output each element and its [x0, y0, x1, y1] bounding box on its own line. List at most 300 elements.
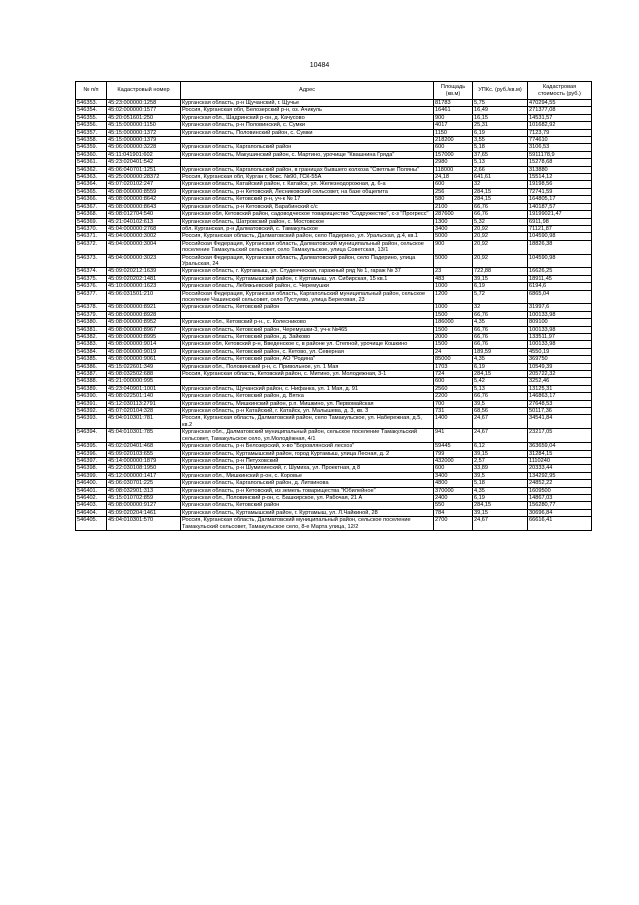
- header-cadastral-cost: Кадастровая стоимость (руб.): [528, 82, 592, 100]
- cell-cadastral-cost: 19199021,47: [528, 211, 592, 218]
- cell-cadastral-number: 45:02:000000:1577: [107, 107, 181, 114]
- cell-area: 2000: [434, 334, 473, 341]
- cell-address: Курганская область, Кетовский район, д. Зайково: [181, 334, 434, 341]
- table-row: [76, 429, 592, 443]
- cell-address: Курганская область, р-н Шумихинский, г. Шумиха, ул. Проектная, д 8: [181, 465, 434, 472]
- cell-area: 85000: [434, 356, 473, 363]
- cell-cadastral-number: 45:23:040901:1001: [107, 385, 181, 392]
- cell-address: Россия, Курганская область, Далматовский район, село Падерино, ул. Уральская, д.4, кв.1: [181, 233, 434, 240]
- cell-cadastral-cost: 34541,84: [528, 415, 592, 429]
- cell-cadastral-number: 45:25:000000:28372: [107, 174, 181, 181]
- table-row: [76, 443, 592, 450]
- table-row: [76, 378, 592, 385]
- cell-upks: 16,49: [473, 107, 528, 114]
- cell-area: 1500: [434, 311, 473, 318]
- cell-upks: 20,92: [473, 240, 528, 254]
- cell-upks: 20,92: [473, 254, 528, 268]
- cell-cadastral-number: 45:06:040701:1251: [107, 166, 181, 173]
- cell-cadastral-cost: 133511,97: [528, 334, 592, 341]
- cell-area: 483: [434, 275, 473, 282]
- cell-cadastral-cost: 1110240: [528, 457, 592, 464]
- cell-cadastral-number: 45:04:010301:781: [107, 415, 181, 429]
- cell-num: 546380.: [76, 319, 107, 326]
- cell-cadastral-number: 45:14:000000:1879: [107, 457, 181, 464]
- cell-cadastral-number: 45:12:030113:2791: [107, 400, 181, 407]
- cell-cadastral-number: 45:07:020102:247: [107, 181, 181, 188]
- table-row: [76, 107, 592, 114]
- table-row: [76, 240, 592, 254]
- cell-address: Курганская область, г. Куртамыш, ул. Студенческая, гаражный ряд № 1, гараж № 37: [181, 268, 434, 275]
- table-row: [76, 465, 592, 472]
- cell-area: 580: [434, 196, 473, 203]
- cell-area: 157000: [434, 151, 473, 158]
- cell-area: 256: [434, 188, 473, 195]
- table-row: [76, 122, 592, 129]
- cell-cadastral-number: 45:08:000000:8643: [107, 203, 181, 210]
- cell-cadastral-number: 45:15:000000:1379: [107, 137, 181, 144]
- cell-num: 546370.: [76, 225, 107, 232]
- cell-area: 1200: [434, 290, 473, 304]
- cell-address: Россия, Курганская область, Кетовский район, с. Митино, ул. Молодежная, 3-1: [181, 371, 434, 378]
- cell-cadastral-number: 45:08:000000:8559: [107, 188, 181, 195]
- table-row: [76, 517, 592, 531]
- table-row: [76, 211, 592, 218]
- cell-cadastral-number: 45:08:000000:8928: [107, 311, 181, 318]
- cell-num: 546394.: [76, 429, 107, 443]
- cell-cadastral-number: 45:08:022501:140: [107, 393, 181, 400]
- cell-cadastral-number: 45:23:000000:1258: [107, 100, 181, 107]
- cell-address: Российская Федерация, Курганская область, Далматовский район, село Падерино, улица Уральская, 24: [181, 254, 434, 268]
- cell-num: 546372.: [76, 240, 107, 254]
- table-row: [76, 283, 592, 290]
- cell-num: 546373.: [76, 254, 107, 268]
- cell-cadastral-number: 45:08:000000:8967: [107, 326, 181, 333]
- table-row: [76, 334, 592, 341]
- table-row: [76, 114, 592, 121]
- cell-num: 546385.: [76, 356, 107, 363]
- cell-cadastral-cost: 271377,08: [528, 107, 592, 114]
- cell-cadastral-number: 45:09:020202:1481: [107, 275, 181, 282]
- cell-cadastral-cost: 5911178,9: [528, 151, 592, 158]
- cell-cadastral-cost: 134292,95: [528, 472, 592, 479]
- cell-num: 546399.: [76, 472, 107, 479]
- cell-cadastral-number: 45:04:000000:3002: [107, 233, 181, 240]
- cell-upks: 2,66: [473, 166, 528, 173]
- cell-upks: 39,15: [473, 509, 528, 516]
- table-row: [76, 393, 592, 400]
- cell-cadastral-cost: 30696,84: [528, 509, 592, 516]
- cell-address: Курганская область, Щучанский район, с. Нифанка, ул. 1 Мая, д. 91: [181, 385, 434, 392]
- cell-address: Курганская область, Кетовский р-н, уч-к № 17: [181, 196, 434, 203]
- cell-cadastral-number: 45:04:000000:3004: [107, 240, 181, 254]
- table-row: [76, 166, 592, 173]
- cell-address: обл. Курганская, р-н Далматовский, с. Тамакульское: [181, 225, 434, 232]
- cell-cadastral-cost: 13125,31: [528, 385, 592, 392]
- cell-area: 81783: [434, 100, 473, 107]
- cell-upks: 66,76: [473, 211, 528, 218]
- cell-cadastral-number: 45:23:020401:542: [107, 159, 181, 166]
- table-row: [76, 254, 592, 268]
- cell-area: 1400: [434, 415, 473, 429]
- cell-upks: 32: [473, 304, 528, 311]
- cell-cadastral-cost: 156280,77: [528, 502, 592, 509]
- cell-num: 546378.: [76, 304, 107, 311]
- cell-num: 546405.: [76, 517, 107, 531]
- cell-upks: 37,65: [473, 151, 528, 158]
- table-row: [76, 480, 592, 487]
- cell-cadastral-cost: 72741,59: [528, 188, 592, 195]
- cell-cadastral-number: 45:09:020103:655: [107, 450, 181, 457]
- cell-upks: 3,55: [473, 137, 528, 144]
- cell-area: 600: [434, 144, 473, 151]
- cell-upks: 68,56: [473, 408, 528, 415]
- table-row: [76, 268, 592, 275]
- cell-area: 59445: [434, 443, 473, 450]
- cell-address: Курганская область, Лебяжьевский район, с. Черемушки: [181, 283, 434, 290]
- cell-num: 546393.: [76, 415, 107, 429]
- cell-cadastral-cost: 104590,98: [528, 254, 592, 268]
- cell-upks: 284,15: [473, 188, 528, 195]
- cell-upks: 5,72: [473, 290, 528, 304]
- cell-address: Курганская область, Макушинский район, с. Мартино, урочище "Квашнина Гряда": [181, 151, 434, 158]
- cell-upks: 66,76: [473, 326, 528, 333]
- cell-upks: 39,15: [473, 275, 528, 282]
- cell-cadastral-cost: 313880: [528, 166, 592, 173]
- cell-cadastral-number: 45:08:032502:688: [107, 371, 181, 378]
- cell-num: 546386.: [76, 363, 107, 370]
- cell-address: Курганская область, Каргапольский район, д. Литвинова: [181, 480, 434, 487]
- cell-cadastral-number: 45:08:032901:313: [107, 487, 181, 494]
- table-row: [76, 494, 592, 501]
- table-row: [76, 218, 592, 225]
- cell-upks: 66,76: [473, 311, 528, 318]
- cell-cadastral-cost: 18826,38: [528, 240, 592, 254]
- cell-cadastral-number: 45:02:020401:468: [107, 443, 181, 450]
- cell-area: 16461: [434, 107, 473, 114]
- cell-cadastral-cost: 101682,92: [528, 122, 592, 129]
- cell-area: 24: [434, 348, 473, 355]
- cell-area: 432000: [434, 457, 473, 464]
- table-row: [76, 319, 592, 326]
- cell-address: Курганская область, р-н Кетовский, из земель товарищества "Юбилейное": [181, 487, 434, 494]
- cell-area: 1300: [434, 218, 473, 225]
- table-row: [76, 225, 592, 232]
- cell-upks: 20,92: [473, 225, 528, 232]
- cell-num: 546381.: [76, 326, 107, 333]
- table-row: [76, 487, 592, 494]
- cell-cadastral-number: 45:09:020204:1461: [107, 509, 181, 516]
- cell-area: 1150: [434, 129, 473, 136]
- cell-cadastral-number: 45:21:040102:613: [107, 218, 181, 225]
- cell-cadastral-cost: 7123,79: [528, 129, 592, 136]
- cell-upks: 5,42: [473, 378, 528, 385]
- cell-num: 546360.: [76, 151, 107, 158]
- cell-cadastral-cost: 10549,39: [528, 363, 592, 370]
- cell-num: 546397.: [76, 457, 107, 464]
- table-body: [76, 100, 592, 531]
- table-row: [76, 188, 592, 195]
- cell-cadastral-number: 45:15:022601:349: [107, 363, 181, 370]
- table-row: [76, 137, 592, 144]
- cell-area: 218200: [434, 137, 473, 144]
- cell-address: Российская Федерация, Курганская область, Каргапольский муниципальный район, сельское поселение Чашинский сельсовет, село Пустуево, улица Береговая, 23: [181, 290, 434, 304]
- cell-upks: 4,35: [473, 487, 528, 494]
- table-row: [76, 502, 592, 509]
- table-row: [76, 159, 592, 166]
- cell-upks: 722,88: [473, 268, 528, 275]
- cell-cadastral-number: 45:04:000000:2768: [107, 225, 181, 232]
- cell-address: Курганская область, Кетовский район: [181, 304, 434, 311]
- cell-address: Курганская область, Кетовский район, д. Вятка: [181, 393, 434, 400]
- cell-cadastral-number: 45:06:031501:210: [107, 290, 181, 304]
- cell-address: Курганская область, Куртамышский район, г. Куртамыш, ул. Сибирская, 15 кв.1: [181, 275, 434, 282]
- cell-address: Курганская область, р-н Кетовский, Барабинский с/с: [181, 203, 434, 210]
- cell-cadastral-number: 45:08:000000:8642: [107, 196, 181, 203]
- cell-cadastral-number: 45:11:041901:602: [107, 151, 181, 158]
- cell-address: Россия, Курганская обл, Курган г, бокс. №90, ГСК-55А: [181, 174, 434, 181]
- cell-cadastral-cost: 104590,98: [528, 233, 592, 240]
- cell-upks: 6,19: [473, 129, 528, 136]
- table-row: [76, 196, 592, 203]
- cell-cadastral-number: 45:08:000000:9019: [107, 348, 181, 355]
- cell-address: [181, 159, 434, 166]
- header-cadastral-number: Кадастровый номер: [107, 82, 181, 100]
- table-row: [76, 174, 592, 181]
- table-row: [76, 341, 592, 348]
- cell-num: 546353.: [76, 100, 107, 107]
- cell-num: 546402.: [76, 494, 107, 501]
- table-row: [76, 129, 592, 136]
- cell-cadastral-cost: 6194,6: [528, 283, 592, 290]
- table-row: [76, 100, 592, 107]
- cell-upks: 284,15: [473, 502, 528, 509]
- cell-address: Курганская область, р-н Кетовский, Лесниковский сельсовет, на базе общепита: [181, 188, 434, 195]
- cell-num: 546383.: [76, 341, 107, 348]
- cell-address: Курганская область, Кетовский район, АО "Родина": [181, 356, 434, 363]
- cell-area: 2560: [434, 385, 473, 392]
- cell-cadastral-cost: 71121,87: [528, 225, 592, 232]
- cell-address: Курганская обл., Половинский р-н, с. Привольное, ул. 1 Мая: [181, 363, 434, 370]
- cell-area: 2700: [434, 517, 473, 531]
- cell-upks: 39,15: [473, 450, 528, 457]
- cell-area: 2100: [434, 203, 473, 210]
- cell-cadastral-cost: 31997,6: [528, 304, 592, 311]
- cell-cadastral-cost: 19198,56: [528, 181, 592, 188]
- cell-num: 546369.: [76, 218, 107, 225]
- cell-area: 700: [434, 400, 473, 407]
- cell-address: Россия, Курганская область, Далматовский район, село Тамакульское, ул. Набережная, д.5, кв.2: [181, 415, 434, 429]
- cell-num: 546377.: [76, 290, 107, 304]
- cell-area: 1500: [434, 326, 473, 333]
- table-row: [76, 203, 592, 210]
- cell-num: 546371.: [76, 233, 107, 240]
- cell-area: 1000: [434, 283, 473, 290]
- cell-address: Курганская область, Каргапольский район, в границах бывшего колхоза "Светлые Поляны": [181, 166, 434, 173]
- cell-address: Курганская область, Кетовский район, Черемушки-3, уч-к №465: [181, 326, 434, 333]
- cell-address: Курганская область, Кетовский район: [181, 502, 434, 509]
- cell-area: 4800: [434, 480, 473, 487]
- table-row: [76, 457, 592, 464]
- cell-area: 4017: [434, 122, 473, 129]
- cell-address: Курганская область, Куртамышский район, г. Куртамыш, ул. Л.Чайкиной, 28: [181, 509, 434, 516]
- cell-num: 546392.: [76, 408, 107, 415]
- cell-num: 546357.: [76, 129, 107, 136]
- cell-area: 1000: [434, 304, 473, 311]
- cell-cadastral-number: 45:06:000000:3228: [107, 144, 181, 151]
- cell-upks: 2,57: [473, 457, 528, 464]
- cell-cadastral-number: 45:15:000000:1150: [107, 122, 181, 129]
- cell-cadastral-cost: 100133,98: [528, 341, 592, 348]
- table-row: [76, 326, 592, 333]
- table-row: [76, 151, 592, 158]
- cell-area: 1500: [434, 341, 473, 348]
- cell-cadastral-number: 45:12:000000:1417: [107, 472, 181, 479]
- cell-area: 900: [434, 114, 473, 121]
- cell-upks: 33,89: [473, 465, 528, 472]
- cell-upks: 39,5: [473, 400, 528, 407]
- cell-area: 1703: [434, 363, 473, 370]
- cell-cadastral-cost: 470294,55: [528, 100, 592, 107]
- cell-address: [181, 311, 434, 318]
- table-row: [76, 356, 592, 363]
- cell-cadastral-cost: 4550,19: [528, 348, 592, 355]
- table-row: [76, 290, 592, 304]
- table-row: [76, 233, 592, 240]
- cell-address: [181, 378, 434, 385]
- cell-address: Курганская обл., Далматовский муниципальный район, сельское поселение Тамакульский сельсовет, Тамакульское село, ул.Молодёжная, 4/1: [181, 429, 434, 443]
- cell-upks: 24,67: [473, 415, 528, 429]
- cell-address: Курганская область, Катайский район, г. Катайск, ул. Железнодорожная, д. 6-а: [181, 181, 434, 188]
- table-row: [76, 348, 592, 355]
- cell-upks: 39,5: [473, 472, 528, 479]
- cell-num: 546375.: [76, 275, 107, 282]
- cell-cadastral-number: 45:04:010301:570: [107, 517, 181, 531]
- cell-num: 546398.: [76, 465, 107, 472]
- cell-cadastral-cost: 164805,17: [528, 196, 592, 203]
- cell-cadastral-number: 45:15:000000:1372: [107, 129, 181, 136]
- cell-area: 600: [434, 378, 473, 385]
- cell-num: 546368.: [76, 211, 107, 218]
- cell-cadastral-cost: 31284,15: [528, 450, 592, 457]
- cell-upks: 32: [473, 181, 528, 188]
- table-row: [76, 181, 592, 188]
- cell-upks: 66,76: [473, 334, 528, 341]
- cell-num: 546358.: [76, 137, 107, 144]
- cell-upks: 24,67: [473, 517, 528, 531]
- cell-upks: 25,31: [473, 122, 528, 129]
- cell-area: 2980: [434, 159, 473, 166]
- cell-num: 546379.: [76, 311, 107, 318]
- cell-address: Курганская область, р-н Катайский, г. Катайск, ул. Малышева, д. 3, кв. 3: [181, 408, 434, 415]
- cell-area: 2400: [434, 494, 473, 501]
- cell-area: 941: [434, 429, 473, 443]
- cell-address: Курганская область, Мишкинский район, р.п. Мишкино, ул. Первомайская: [181, 400, 434, 407]
- cell-cadastral-cost: 205722,32: [528, 371, 592, 378]
- cell-area: 2200: [434, 393, 473, 400]
- cell-address: Курганская область, Каргапольский район: [181, 144, 434, 151]
- cell-upks: 5,75: [473, 100, 528, 107]
- cell-cadastral-number: 45:04:000000:3023: [107, 254, 181, 268]
- cell-cadastral-number: 45:10:000000:1623: [107, 283, 181, 290]
- cell-area: 600: [434, 465, 473, 472]
- header-num: № п/п: [76, 82, 107, 100]
- cell-cadastral-number: 45:15:010702:859: [107, 494, 181, 501]
- table-row: [76, 311, 592, 318]
- cell-num: 546367.: [76, 203, 107, 210]
- cell-upks: 5,18: [473, 144, 528, 151]
- cell-cadastral-number: 45:08:000000:8995: [107, 334, 181, 341]
- cell-cadastral-cost: 50117,36: [528, 408, 592, 415]
- cell-cadastral-cost: 146863,17: [528, 393, 592, 400]
- table-row: [76, 144, 592, 151]
- cell-address: Курганская область, р-н Петуховский: [181, 457, 434, 464]
- table-row: [76, 472, 592, 479]
- cell-area: 23: [434, 268, 473, 275]
- header-upks: УПКс. (руб./кв.м): [473, 82, 528, 100]
- cell-cadastral-cost: 369750: [528, 356, 592, 363]
- cell-address: Курганская область, Шатровский район, с. Мостовское: [181, 218, 434, 225]
- cell-upks: 16,15: [473, 114, 528, 121]
- cell-upks: 66,76: [473, 393, 528, 400]
- table-row: [76, 408, 592, 415]
- cell-area: 370000: [434, 487, 473, 494]
- table-row: [76, 304, 592, 311]
- cell-cadastral-cost: 15514,12: [528, 174, 592, 181]
- page-number: 10484: [309, 62, 330, 69]
- cell-cadastral-cost: 100133,98: [528, 311, 592, 318]
- cell-num: 546355.: [76, 114, 107, 121]
- cell-address: Курганская область, р-н Половинский, с. Сумки: [181, 122, 434, 129]
- cell-cadastral-number: 45:06:030701:225: [107, 480, 181, 487]
- cell-cadastral-cost: 66616,41: [528, 517, 592, 531]
- cell-cadastral-cost: 15278,68: [528, 159, 592, 166]
- cell-upks: 66,76: [473, 341, 528, 348]
- cell-upks: 66,76: [473, 203, 528, 210]
- cell-upks: 4,35: [473, 356, 528, 363]
- cell-address: Курганская обл, Кетовский р-н, Введенское с, в районе ул. Степной, урочище Кошкино: [181, 341, 434, 348]
- cell-upks: 189,59: [473, 348, 528, 355]
- cell-area: 186000: [434, 319, 473, 326]
- cell-area: 724: [434, 371, 473, 378]
- cell-upks: 6,19: [473, 494, 528, 501]
- table-row: [76, 371, 592, 378]
- cell-cadastral-number: 45:08:000000:8921: [107, 304, 181, 311]
- cell-cadastral-number: 45:21:000000:995: [107, 378, 181, 385]
- cell-cadastral-cost: 6911,98: [528, 218, 592, 225]
- cell-upks: 5,32: [473, 218, 528, 225]
- cell-cadastral-number: 45:07:020104:328: [107, 408, 181, 415]
- cell-upks: 24,67: [473, 429, 528, 443]
- cell-cadastral-cost: 3252,46: [528, 378, 592, 385]
- cell-num: 546354.: [76, 107, 107, 114]
- cell-upks: 5,13: [473, 159, 528, 166]
- cell-area: 550: [434, 502, 473, 509]
- cell-address: Курганская область, Половинский район, с. Сумки: [181, 129, 434, 136]
- cell-cadastral-cost: 20333,44: [528, 465, 592, 472]
- cell-num: 546374.: [76, 268, 107, 275]
- cadastral-register-table: [75, 81, 592, 531]
- cell-cadastral-cost: 27648,53: [528, 400, 592, 407]
- cell-cadastral-number: 45:08:000000:9127: [107, 502, 181, 509]
- cell-area: 731: [434, 408, 473, 415]
- cell-num: 546389.: [76, 385, 107, 392]
- cell-upks: 6,19: [473, 283, 528, 290]
- header-address: Адрес: [181, 82, 434, 100]
- cell-cadastral-cost: 100133,98: [528, 326, 592, 333]
- cell-address: Курганская область, Кетовский район, с. Кетово, ул. Северная: [181, 348, 434, 355]
- cell-area: 5000: [434, 233, 473, 240]
- header-area: Площадь (кв.м): [434, 82, 473, 100]
